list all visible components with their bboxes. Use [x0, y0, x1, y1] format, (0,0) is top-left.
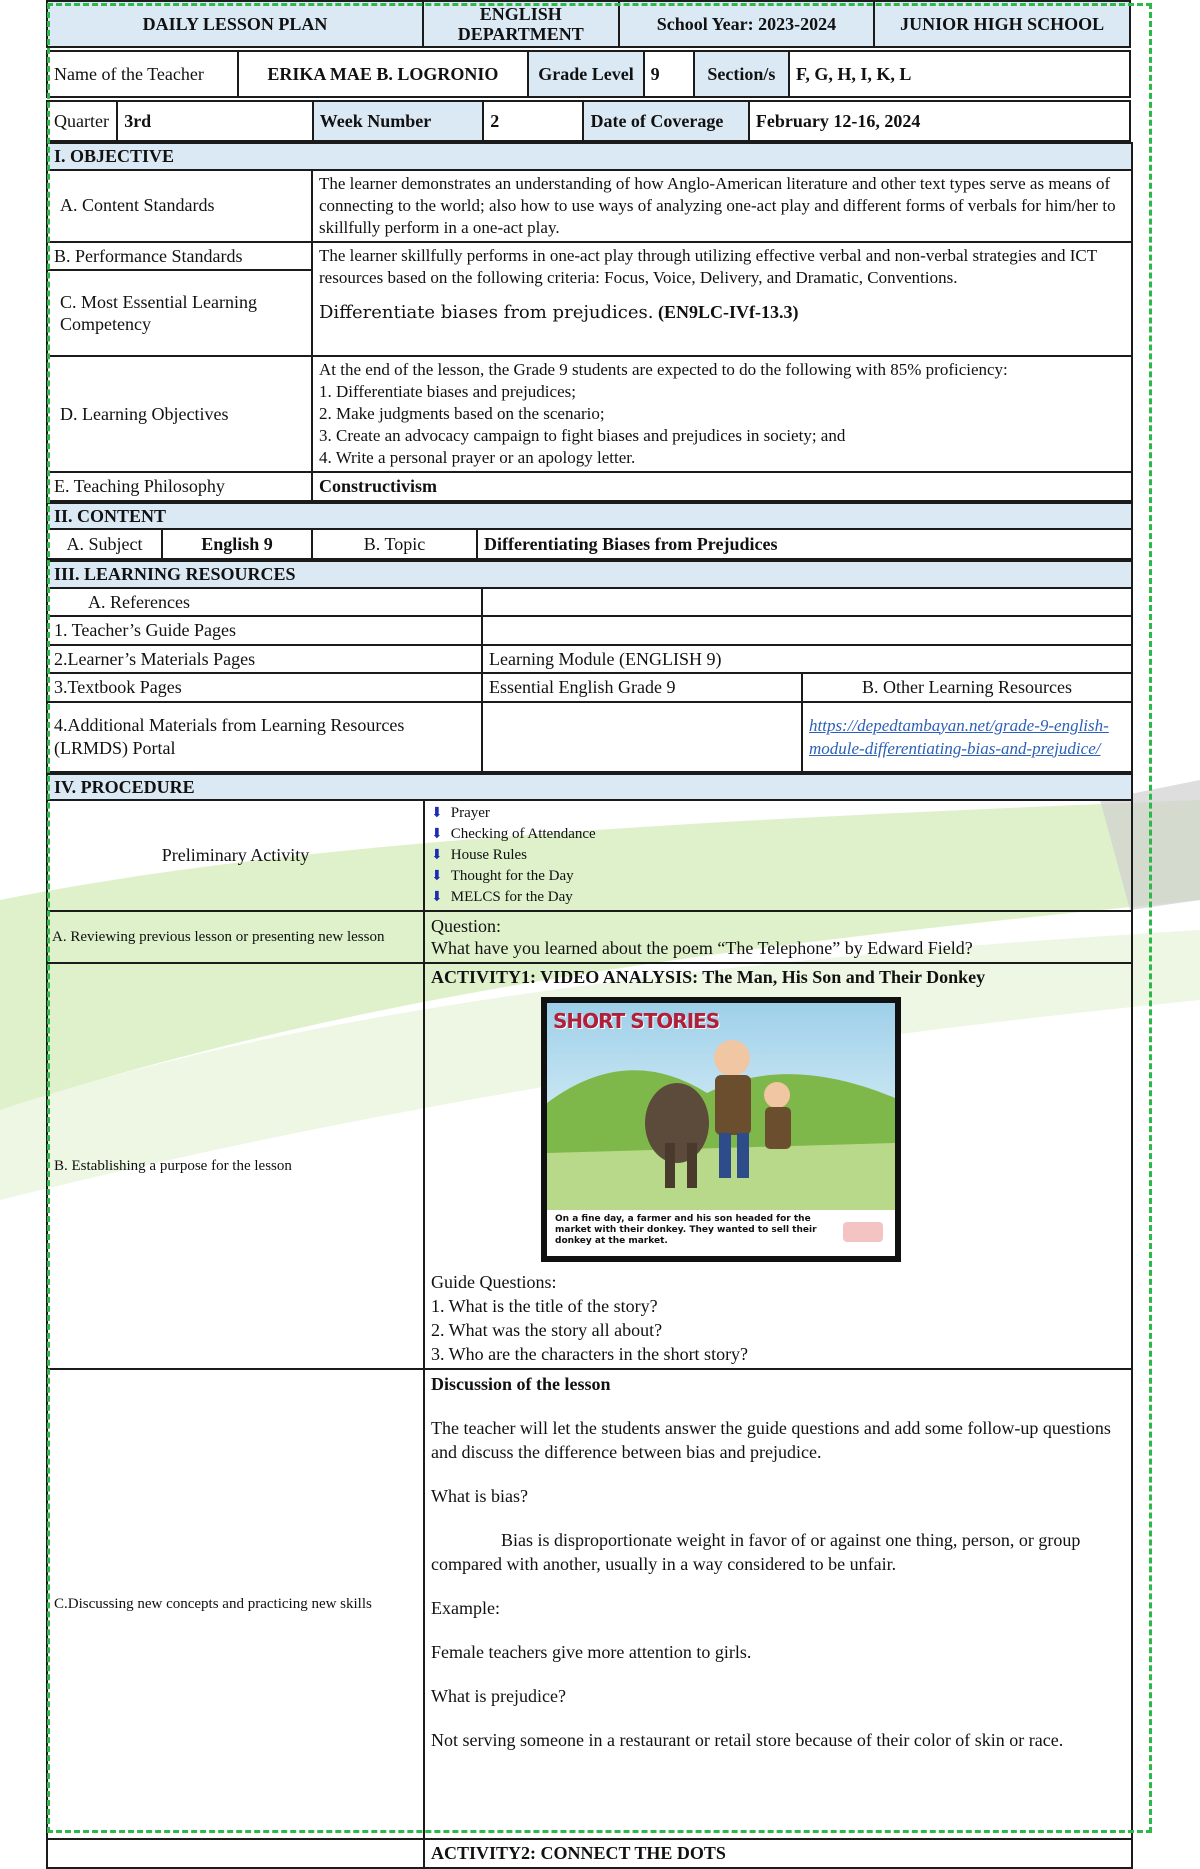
objective-title: I. OBJECTIVE	[47, 143, 1132, 170]
video-thumbnail[interactable]	[541, 997, 901, 1262]
preliminary-label: Preliminary Activity	[47, 800, 424, 911]
activity2-title: ACTIVITY2: CONNECT THE DOTS	[424, 1839, 1132, 1868]
lesson-plan-document	[46, 0, 1131, 1869]
header-table	[46, 0, 1131, 48]
doc-title: DAILY LESSON PLAN	[47, 1, 423, 47]
lm-label: 2.Learner’s Materials Pages	[47, 645, 482, 674]
arrow-down-icon: ⬇	[431, 848, 443, 863]
activity1-title: ACTIVITY1: VIDEO ANALYSIS: The Man, His Son and Their Donkey	[431, 967, 986, 987]
resources-title: III. LEARNING RESOURCES	[47, 561, 1132, 588]
coverage-value: February 12-16, 2024	[749, 101, 1130, 141]
content-standards-label: A. Content Standards	[47, 170, 312, 242]
learning-objectives-cell	[312, 356, 1132, 472]
references-value	[482, 588, 1132, 617]
topic-value: Differentiating Biases from Prejudices	[477, 529, 1132, 559]
melc-text: Differentiate biases from prejudices.	[319, 301, 654, 323]
quarter-label: Quarter	[47, 101, 117, 141]
melc-code: (EN9LC-IVf-13.3)	[658, 301, 799, 322]
video-caption: On a fine day, a farmer and his son headed for the market with their donkey. They wanted to sell their donkey at the market.	[547, 1210, 895, 1256]
next-row-label	[47, 1839, 424, 1868]
resources-table	[46, 560, 1133, 773]
teacher-label: Name of the Teacher	[47, 51, 238, 97]
arrow-down-icon: ⬇	[431, 806, 443, 821]
prejudice-question: What is prejudice?	[431, 1686, 566, 1706]
learning-objectives-label: D. Learning Objectives	[47, 356, 312, 472]
objective-item: 4. Write a personal prayer or an apology letter.	[319, 448, 636, 467]
review-question-label: Question:	[431, 916, 501, 936]
philosophy-value: Constructivism	[312, 472, 1132, 501]
purpose-cell	[424, 963, 1132, 1369]
other-resources-label: B. Other Learning Resources	[802, 673, 1132, 702]
list-item: ⬇ House Rules	[431, 847, 527, 863]
school-year: School Year: 2023-2024	[619, 1, 875, 47]
melc-line	[319, 301, 1125, 324]
week-value: 2	[483, 101, 583, 141]
objectives-intro: At the end of the lesson, the Grade 9 students are expected to do the following with 85% proficiency:	[319, 360, 1008, 379]
textbook-value: Essential English Grade 9	[482, 673, 802, 702]
review-cell	[424, 911, 1132, 963]
tg-value	[482, 616, 1132, 645]
sections-value: F, G, H, I, K, L	[789, 51, 1130, 97]
quarter-value: 3rd	[117, 101, 313, 141]
preliminary-list	[431, 803, 1125, 908]
resource-link[interactable]: https://depedtambayan.net/grade-9-english-module-differentiating-bias-and-prejudice/	[809, 715, 1109, 758]
arrow-down-icon: ⬇	[431, 890, 443, 905]
bias-definition: Bias is disproportionate weight in favor of or against one thing, person, or group compared with another, usually in a way considered to be unfair.	[431, 1530, 1081, 1574]
list-item: ⬇ Thought for the Day	[431, 868, 574, 884]
content-standards-text: The learner demonstrates an understanding of how Anglo-American literature and other text types serve as means of connecting to the world; also how to use ways of analyzing one-act play and different forms of verbals for him/her to skillfully perform in a one-act play.	[312, 170, 1132, 242]
teacher-name: ERIKA MAE B. LOGRONIO	[238, 51, 529, 97]
purpose-label: B. Establishing a purpose for the lesson	[47, 963, 424, 1369]
lm-value: Learning Module (ENGLISH 9)	[482, 645, 1132, 674]
objective-item: 3. Create an advocacy campaign to fight biases and prejudices in society; and	[319, 426, 846, 445]
review-question: What have you learned about the poem “The Telephone” by Edward Field?	[431, 938, 973, 958]
subject-label: A. Subject	[47, 529, 162, 559]
video-frame	[547, 1003, 895, 1256]
week-label: Week Number	[313, 101, 483, 141]
subject-value: English 9	[162, 529, 312, 559]
tg-label: 1. Teacher’s Guide Pages	[47, 616, 482, 645]
discussion-cell	[424, 1369, 1132, 1839]
section-label: Section/s	[694, 51, 789, 97]
video-next-button[interactable]	[843, 1222, 883, 1242]
references-label: A. References	[47, 588, 482, 617]
philosophy-label: E. Teaching Philosophy	[47, 472, 312, 501]
textbook-label: 3.Textbook Pages	[47, 673, 482, 702]
quarter-table	[46, 100, 1131, 142]
guide-questions	[431, 1270, 1125, 1366]
example-label: Example:	[431, 1598, 500, 1618]
resource-link-cell	[802, 702, 1132, 772]
performance-melc-cell	[312, 242, 1132, 357]
grade-label: Grade Level	[528, 51, 643, 97]
procedure-title: IV. PROCEDURE	[47, 774, 1132, 801]
melc-label: C. Most Essential Learning Competency	[47, 270, 312, 356]
topic-label: B. Topic	[312, 529, 477, 559]
discussion-intro: The teacher will let the students answer the guide questions and add some follow-up questions and discuss the difference between bias and prejudice.	[431, 1418, 1111, 1462]
objective-table	[46, 142, 1133, 502]
guide-label: Guide Questions:	[431, 1271, 557, 1292]
performance-standards-label: B. Performance Standards	[47, 242, 312, 271]
grade-value: 9	[644, 51, 694, 97]
arrow-down-icon: ⬇	[431, 869, 443, 884]
bias-example: Female teachers give more attention to girls.	[431, 1642, 752, 1662]
video-title-badge: SHORT STORIES	[553, 1008, 720, 1033]
coverage-label: Date of Coverage	[583, 101, 748, 141]
teacher-table	[46, 50, 1131, 98]
preliminary-cell	[424, 800, 1132, 911]
review-label: A. Reviewing previous lesson or presenting new lesson	[47, 911, 424, 963]
content-table	[46, 502, 1133, 561]
bias-question: What is bias?	[431, 1486, 528, 1506]
additional-materials-value	[482, 702, 802, 772]
department: ENGLISH DEPARTMENT	[423, 1, 619, 47]
list-item: ⬇ Prayer	[431, 805, 490, 821]
procedure-table	[46, 773, 1133, 1869]
prejudice-example: Not serving someone in a restaurant or retail store because of their color of skin or race.	[431, 1730, 1064, 1750]
content-title: II. CONTENT	[47, 503, 1132, 530]
performance-standards-text: The learner skillfully performs in one-act play through utilizing effective verbal and non-verbal strategies and ICT resources based on the following criteria: Focus, Voice, Delivery, and Dramatic, Conventions.	[319, 245, 1097, 287]
list-item: ⬇ MELCS for the Day	[431, 889, 573, 905]
list-item: ⬇ Checking of Attendance	[431, 826, 596, 842]
guide-question: 2. What was the story all about?	[431, 1319, 663, 1340]
discussion-title: Discussion of the lesson	[431, 1374, 611, 1394]
school-level: JUNIOR HIGH SCHOOL	[874, 1, 1130, 47]
arrow-down-icon: ⬇	[431, 827, 443, 842]
guide-question: 1. What is the title of the story?	[431, 1295, 658, 1316]
additional-materials-label: 4.Additional Materials from Learning Resources (LRMDS) Portal	[47, 702, 482, 772]
guide-question: 3. Who are the characters in the short story?	[431, 1343, 749, 1364]
discuss-label: C.Discussing new concepts and practicing new skills	[47, 1369, 424, 1839]
objective-item: 1. Differentiate biases and prejudices;	[319, 382, 576, 401]
objective-item: 2. Make judgments based on the scenario;	[319, 404, 605, 423]
